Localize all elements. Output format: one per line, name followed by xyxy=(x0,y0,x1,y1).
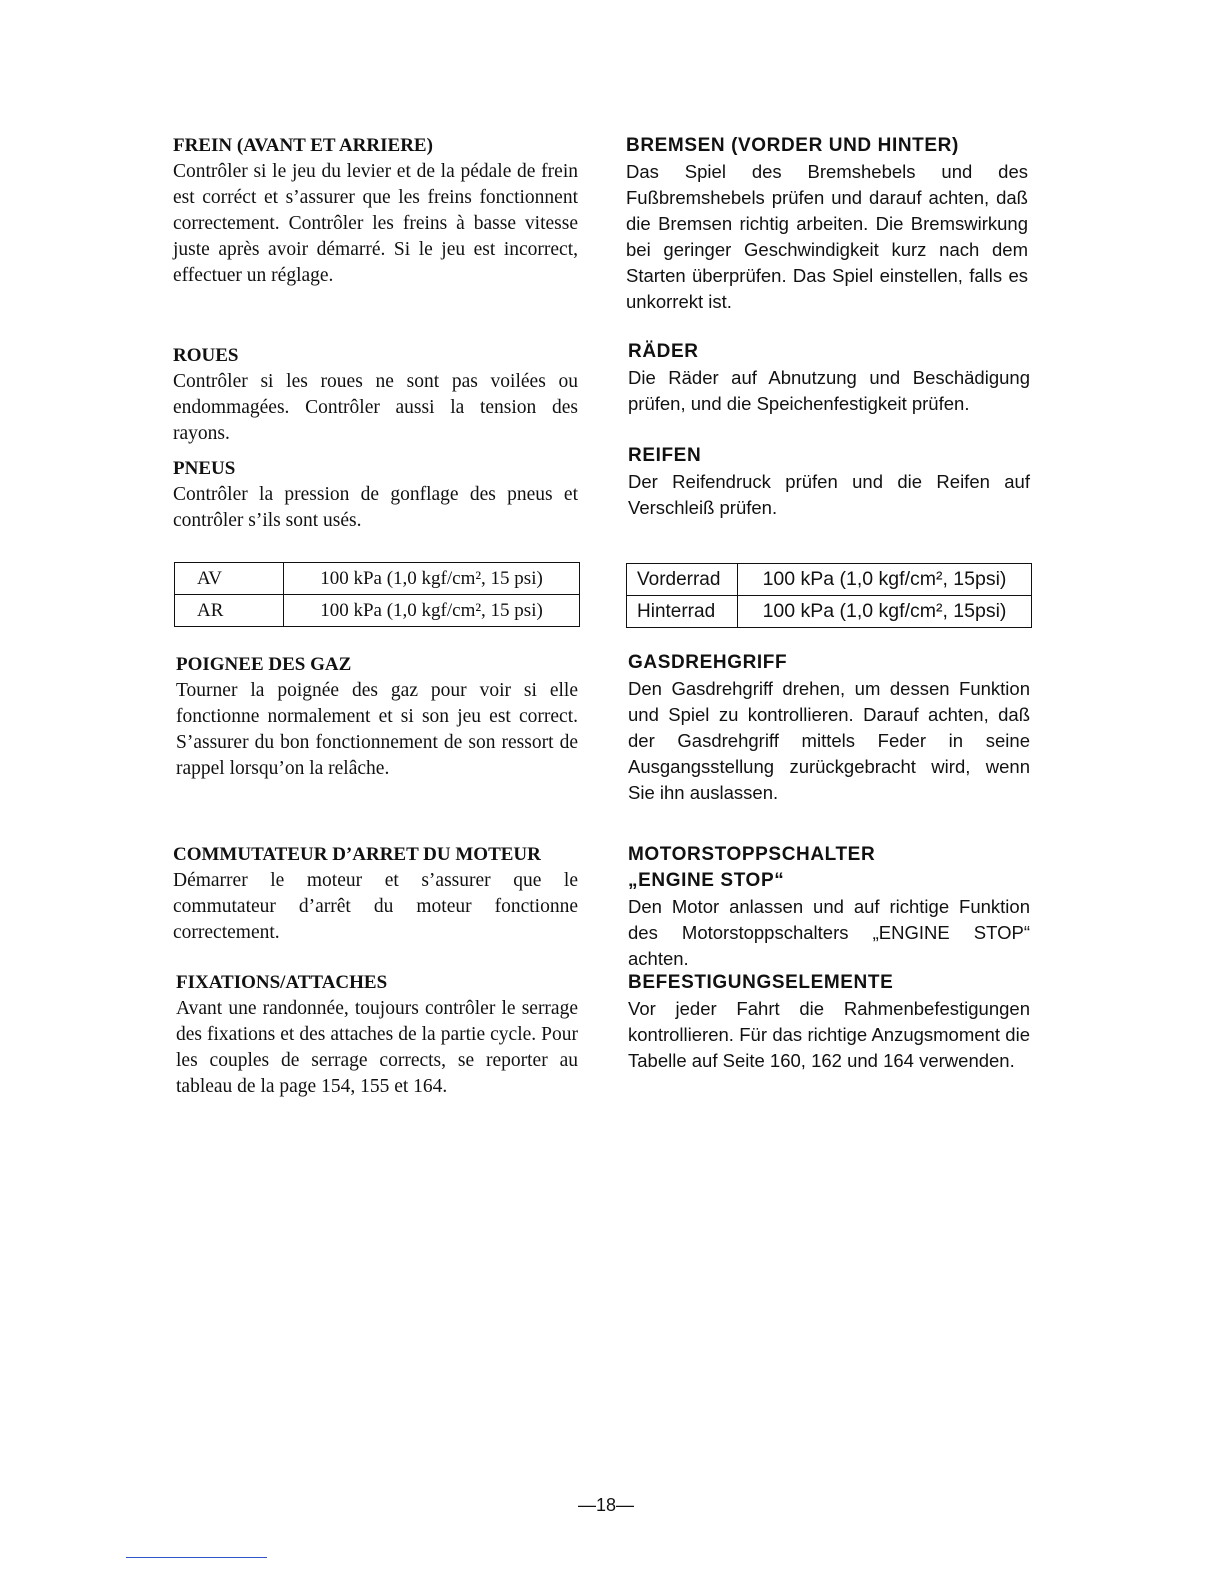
fr-commutateur-title: COMMUTATEUR D’ARRET DU MOTEUR xyxy=(173,844,541,865)
de-section-befestigung xyxy=(628,970,1030,1074)
de-pressure-table xyxy=(626,563,1032,628)
de-section-gasdrehgriff xyxy=(628,650,1030,806)
de-bremsen-title: BREMSEN (VORDER UND HINTER) xyxy=(626,135,959,156)
fr-commutateur-text: Démarrer le moteur et s’assurer que le commutateur d’arrêt du moteur fonctionne correctement. xyxy=(173,870,578,943)
de-table-label: Hinterrad xyxy=(627,596,738,628)
de-section-raeder xyxy=(628,339,1030,417)
fr-section-fixations xyxy=(176,970,578,1100)
page-number: —18— xyxy=(578,1495,635,1515)
fr-fixations-title: FIXATIONS/ATTACHES xyxy=(176,972,388,993)
de-befestigung-text: Vor jeder Fahrt die Rahmenbefestigungen kontrollieren. Für das richtige Anzugsmoment die Tabelle auf Seite 160, 162 und 164 verwenden. xyxy=(628,998,1030,1071)
table-row xyxy=(627,596,1032,628)
de-reifen-text: Der Reifendruck prüfen und die Reifen auf Verschleiß prüfen. xyxy=(628,471,1030,518)
fr-frein-title: FREIN (AVANT ET ARRIERE) xyxy=(173,135,433,156)
fr-poignee-title: POIGNEE DES GAZ xyxy=(176,654,352,675)
de-bremsen-text: Das Spiel des Bremshebels und des Fußbremshebels prüfen und darauf achten, daß die Bremsen richtig arbeiten. Die Bremswirkung bei geringer Geschwindigkeit kurz nach dem Starten überprüfen. Das Spiel einstellen, falls es unkorrekt ist. xyxy=(626,161,1028,312)
de-section-bremsen xyxy=(626,133,1028,315)
fr-roues-text: Contrôler si les roues ne sont pas voilées ou endommagées. Contrôler aussi la tension des rayons. xyxy=(173,371,578,444)
fr-table-label: AR xyxy=(175,595,284,627)
fr-section-frein xyxy=(173,133,578,289)
de-section-motorstopp xyxy=(628,842,1030,972)
de-section-reifen xyxy=(628,443,1030,521)
fr-table-label: AV xyxy=(175,563,284,595)
fr-poignee-text: Tourner la poignée des gaz pour voir si elle fonctionne normalement et si son jeu est correct. S’assurer du bon fonctionnement de son ressort de rappel lorsqu’on la relâche. xyxy=(176,680,578,779)
de-motorstopp-subtitle: „ENGINE STOP“ xyxy=(628,870,785,891)
fr-section-roues xyxy=(173,343,578,447)
table-row xyxy=(627,564,1032,596)
de-raeder-text: Die Räder auf Abnutzung und Beschädigung prüfen, und die Speichenfestigkeit prüfen. xyxy=(628,367,1030,414)
table-row xyxy=(175,563,580,595)
table-row xyxy=(175,595,580,627)
fr-fixations-text: Avant une randonnée, toujours contrôler le serrage des fixations et des attaches de la partie cycle. Pour les couples de serrage corrects, se reporter au tableau de la page 154, 155 et 164. xyxy=(176,998,578,1097)
fr-pneus-text: Contrôler la pression de gonflage des pneus et contrôler s’ils sont usés. xyxy=(173,484,578,531)
bottom-rule xyxy=(126,1557,267,1558)
de-motorstopp-title: MOTORSTOPPSCHALTER xyxy=(628,844,876,865)
fr-section-pneus xyxy=(173,456,578,534)
fr-roues-title: ROUES xyxy=(173,345,239,366)
de-gasdrehgriff-text: Den Gasdrehgriff drehen, um dessen Funktion und Spiel zu kontrollieren. Darauf achten, daß der Gasdrehgriff mittels Feder in seine Ausgangsstellung zurückgebracht wird, wenn Sie ihn auslassen. xyxy=(628,678,1030,803)
de-table-value: 100 kPa (1,0 kgf/cm², 15psi) xyxy=(738,596,1032,628)
de-motorstopp-text: Den Motor anlassen und auf richtige Funktion des Motorstoppschalters „ENGINE STOP“ achten. xyxy=(628,896,1030,969)
fr-table-value: 100 kPa (1,0 kgf/cm², 15 psi) xyxy=(284,595,580,627)
de-table-label: Vorderrad xyxy=(627,564,738,596)
de-befestigung-title: BEFESTIGUNGSELEMENTE xyxy=(628,972,894,993)
de-raeder-title: RÄDER xyxy=(628,341,699,362)
fr-table-value: 100 kPa (1,0 kgf/cm², 15 psi) xyxy=(284,563,580,595)
de-table-value: 100 kPa (1,0 kgf/cm², 15psi) xyxy=(738,564,1032,596)
de-gasdrehgriff-title: GASDREHGRIFF xyxy=(628,652,788,673)
fr-section-commutateur xyxy=(173,842,578,946)
de-reifen-title: REIFEN xyxy=(628,445,702,466)
fr-pressure-table xyxy=(174,562,580,627)
fr-frein-text: Contrôler si le jeu du levier et de la pédale de frein est corréct et s’assurer que les freins fonctionnent correctement. Contrôler les freins à basse vitesse juste après avoir démarré. Si le jeu est incorrect, effectuer un réglage. xyxy=(173,161,578,286)
fr-section-poignee xyxy=(176,652,578,782)
fr-pneus-title: PNEUS xyxy=(173,458,236,479)
